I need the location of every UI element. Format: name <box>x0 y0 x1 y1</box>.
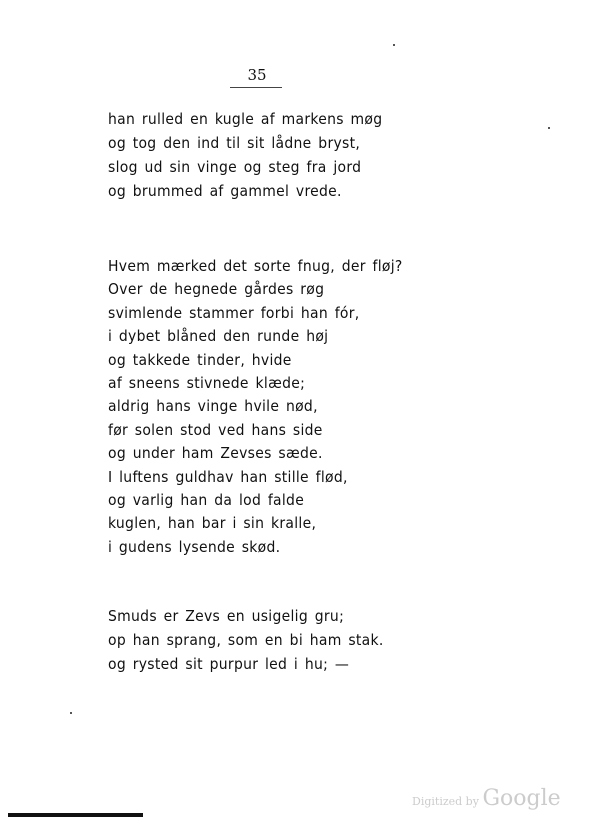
verse-line: han rulled en kugle af markens møg <box>108 110 383 128</box>
scan-speck <box>548 127 550 129</box>
verse-line: Over de hegnede gårdes røg <box>108 280 325 299</box>
page-number: 35 <box>247 66 267 84</box>
verse-line: kuglen, han bar i sin kralle, <box>108 514 317 533</box>
watermark-prefix: Digitized by <box>412 795 479 808</box>
verse-line: og rysted sit purpur led i hu; — <box>108 655 350 673</box>
verse-line: aldrig hans vinge hvile nød, <box>108 397 318 416</box>
verse-line: slog ud sin vinge og steg fra jord <box>108 158 362 176</box>
verse-line: og under ham Zevses sæde. <box>108 444 323 463</box>
verse-line: I luftens guldhav han stille flød, <box>108 467 348 486</box>
watermark-brand: Google <box>482 786 561 811</box>
verse-line: af sneens stivnede klæde; <box>108 373 306 392</box>
verse-line: i gudens lysende skød. <box>108 537 281 556</box>
scan-speck <box>70 712 72 714</box>
verse-line: op han sprang, som en bi ham stak. <box>108 631 384 649</box>
verse-line: svimlende stammer forbi han fór, <box>108 303 360 322</box>
verse-line: Hvem mærked det sorte fnug, der fløj? <box>108 257 403 275</box>
stanza-1 <box>108 110 382 206</box>
verse-line: Smuds er Zevs en usigelig gru; <box>108 607 345 625</box>
verse-line: i dybet blåned den runde høj <box>108 327 329 346</box>
digitized-watermark <box>412 786 561 811</box>
stanza-2 <box>108 257 403 561</box>
page-number-rule <box>230 87 282 88</box>
verse-line: og takkede tinder, hvide <box>108 350 292 369</box>
verse-line: og brummed af gammel vrede. <box>108 182 342 200</box>
stanza-3 <box>108 607 384 679</box>
scan-speck <box>393 44 395 46</box>
verse-line: og varlig han da lod falde <box>108 490 305 509</box>
scan-edge-mark <box>8 813 143 817</box>
verse-line: før solen stod ved hans side <box>108 420 323 439</box>
verse-line: og tog den ind til sit lådne bryst, <box>108 134 361 152</box>
